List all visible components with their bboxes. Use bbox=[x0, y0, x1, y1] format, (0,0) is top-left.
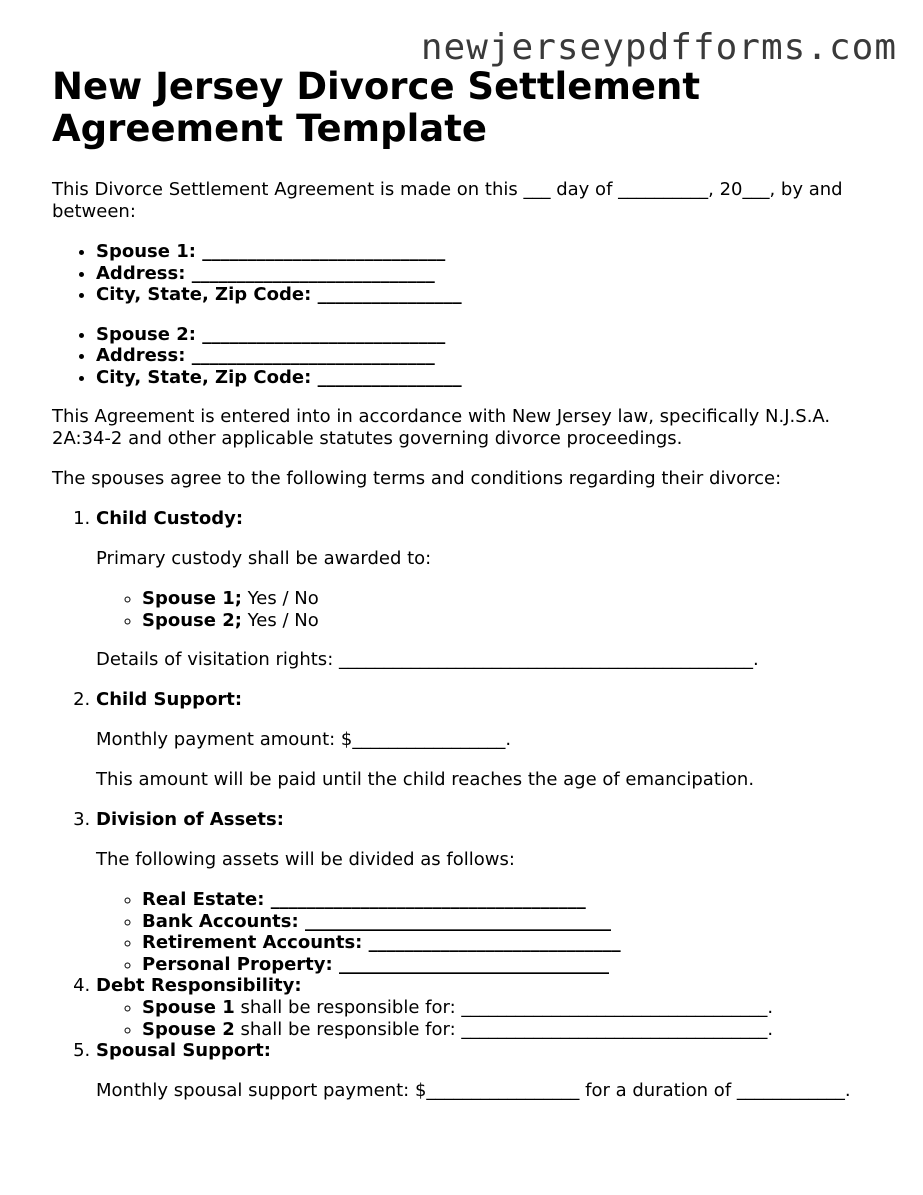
spouse1-name-label: Spouse 1: bbox=[96, 241, 196, 262]
spouse2-address-blank: ___________________________ bbox=[185, 345, 435, 366]
spouse2-list bbox=[52, 324, 872, 389]
document-body bbox=[52, 66, 872, 1120]
spouse1-address-blank: ___________________________ bbox=[185, 262, 435, 284]
intro-paragraph: This Divorce Settlement Agreement is made on this ___ day of __________, 20___, by and between: bbox=[52, 179, 843, 222]
section-child-custody bbox=[96, 508, 872, 671]
custody-option-value: Yes / No bbox=[241, 609, 319, 631]
section-spousal-support bbox=[96, 1040, 872, 1102]
custody-text: Primary custody shall be awarded to: bbox=[96, 548, 432, 569]
section-division-of-assets bbox=[96, 809, 872, 975]
section-heading: 2. Child Support: bbox=[96, 689, 243, 710]
terms-intro-paragraph: The spouses agree to the following terms and conditions regarding their divorce: bbox=[52, 468, 782, 489]
spouse2-name-item bbox=[96, 324, 872, 346]
spouse2-city-item bbox=[96, 367, 872, 389]
custody-option-label: Spouse 2; bbox=[142, 609, 242, 631]
spouse2-city-label: City, State, Zip Code: bbox=[96, 366, 312, 388]
section-child-support bbox=[96, 689, 872, 791]
watermark: newjerseypdfforms.com bbox=[420, 27, 897, 68]
asset-blank: __________________________________ bbox=[298, 910, 611, 932]
asset-label: Retirement Accounts: bbox=[142, 932, 363, 953]
terms-list bbox=[52, 508, 872, 1102]
spousal-payment-text: Monthly spousal support payment: $_________________ for a duration of ____________. bbox=[96, 1080, 851, 1101]
spouse2-name-blank: ___________________________ bbox=[195, 323, 446, 345]
spouse2-name-label: Spouse 2: bbox=[96, 323, 196, 345]
asset-personal-property bbox=[142, 954, 872, 976]
asset-blank: ___________________________________ bbox=[264, 889, 586, 910]
asset-real-estate bbox=[142, 889, 872, 911]
debt-spouse-label: Spouse 2 bbox=[142, 1018, 235, 1040]
asset-bank-accounts bbox=[142, 911, 872, 933]
spouse1-list bbox=[52, 241, 872, 306]
debt-spouse2 bbox=[142, 1019, 872, 1041]
spouse1-name-item bbox=[96, 241, 872, 263]
legal-basis-paragraph: This Agreement is entered into in accordance with New Jersey law, specifically N.J.S.A. 2A:34-2 and other applicable statutes governing divorce proceedings. bbox=[52, 406, 831, 449]
support-duration-text: This amount will be paid until the child reaches the age of emancipation. bbox=[96, 769, 755, 790]
visitation-text: Details of visitation rights: ______________________________________________. bbox=[96, 649, 759, 670]
asset-blank: ______________________________ bbox=[332, 953, 609, 975]
debt-text: shall be responsible for: __________________________________. bbox=[234, 997, 774, 1018]
asset-label: Bank Accounts: bbox=[142, 910, 299, 932]
spouse2-city-blank: ________________ bbox=[311, 366, 462, 388]
assets-text: The following assets will be divided as follows: bbox=[96, 849, 515, 870]
asset-blank: ____________________________ bbox=[362, 932, 621, 953]
section-heading: 3. Division of Assets: bbox=[96, 809, 284, 830]
spouse1-city-label: City, State, Zip Code: bbox=[96, 284, 312, 305]
custody-option-spouse1 bbox=[142, 588, 872, 610]
spouse1-city-item bbox=[96, 284, 872, 306]
section-debt-responsibility bbox=[96, 975, 872, 1040]
spouse1-address-item bbox=[96, 263, 872, 285]
section-heading: 1. Child Custody: bbox=[96, 508, 244, 529]
section-heading: 5. Spousal Support: bbox=[96, 1040, 271, 1061]
spouse2-address-label: Address: bbox=[96, 345, 186, 366]
custody-option-spouse2 bbox=[142, 610, 872, 632]
custody-option-label: Spouse 1; bbox=[142, 588, 242, 609]
debt-spouse-label: Spouse 1 bbox=[142, 997, 235, 1018]
asset-retirement-accounts bbox=[142, 932, 872, 954]
debt-text: shall be responsible for: __________________________________. bbox=[234, 1018, 774, 1040]
debt-spouse1 bbox=[142, 997, 872, 1019]
support-payment-text: Monthly payment amount: $_________________. bbox=[96, 729, 512, 750]
spouse1-city-blank: ________________ bbox=[311, 284, 462, 305]
section-heading: 4. Debt Responsibility: bbox=[96, 975, 302, 996]
page-title: New Jersey Divorce Settlement Agreement Template bbox=[52, 65, 701, 150]
spouse2-address-item bbox=[96, 345, 872, 367]
spouse1-name-blank: ___________________________ bbox=[195, 241, 446, 262]
assets-list bbox=[96, 889, 872, 975]
custody-options bbox=[96, 588, 872, 631]
spouse1-address-label: Address: bbox=[96, 262, 186, 284]
asset-label: Real Estate: bbox=[142, 889, 265, 910]
debt-list bbox=[96, 997, 872, 1040]
custody-option-value: Yes / No bbox=[241, 588, 319, 609]
asset-label: Personal Property: bbox=[142, 953, 333, 975]
